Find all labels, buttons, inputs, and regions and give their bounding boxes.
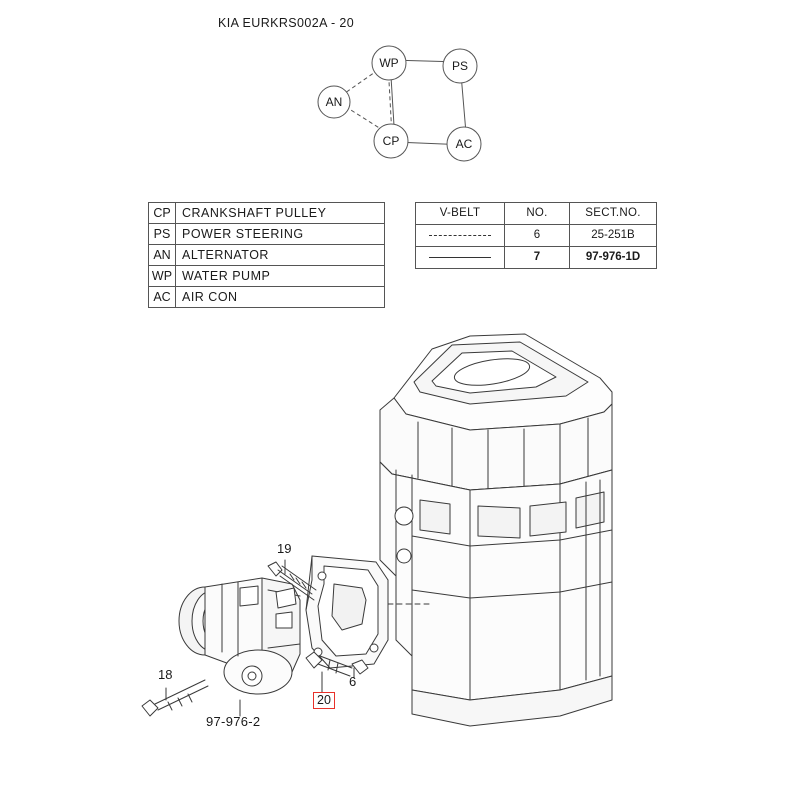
pulley-wp (372, 46, 406, 80)
vbelt-header-sect: SECT.NO. (570, 203, 657, 225)
legend-desc: ALTERNATOR (176, 245, 385, 266)
callout-19: 19 (277, 541, 292, 556)
vbelt-style-dashed (416, 225, 505, 247)
pulley-cp (374, 124, 408, 158)
vbelt-header-no: NO. (505, 203, 570, 225)
table-row (149, 266, 385, 287)
vbelt-sect: 97-976-1D (570, 247, 657, 269)
callout-6: 6 (349, 674, 357, 689)
legend-desc: AIR CON (176, 287, 385, 308)
callout-20-highlight[interactable]: 20 (313, 692, 335, 709)
vbelt-sect: 25-251B (570, 225, 657, 247)
pulley-ps (443, 49, 477, 83)
pulley-an-label: AN (325, 95, 343, 109)
pulley-legend-table (148, 202, 385, 308)
page-title: KIA EURKRS002A - 20 (218, 16, 355, 30)
pulley-an (318, 86, 350, 118)
legend-code: PS (149, 224, 176, 245)
engine-block (380, 334, 612, 726)
legend-desc: POWER STEERING (176, 224, 385, 245)
pulley-ac (447, 127, 481, 161)
ac-compressor (179, 578, 300, 694)
table-header-row (416, 203, 657, 225)
table-row (149, 203, 385, 224)
legend-code: WP (149, 266, 176, 287)
table-row (149, 224, 385, 245)
callout-18: 18 (158, 667, 173, 682)
pulley-ac-label: AC (455, 137, 473, 151)
legend-code: AN (149, 245, 176, 266)
table-row (416, 247, 657, 269)
legend-desc: WATER PUMP (176, 266, 385, 287)
legend-code: AC (149, 287, 176, 308)
bolt-6 (352, 660, 368, 674)
table-row (149, 287, 385, 308)
compressor-bracket (306, 556, 388, 668)
table-row (149, 245, 385, 266)
belt-routing-schematic (300, 38, 520, 178)
vbelt-header-belt: V-BELT (416, 203, 505, 225)
solid-line-sample (429, 257, 491, 258)
vbelt-style-solid (416, 247, 505, 269)
leader-lines (166, 560, 430, 716)
dashed-line-sample (429, 235, 491, 236)
table-row (416, 225, 657, 247)
part-number-label: 97-976-2 (206, 714, 261, 729)
pulley-ps-label: PS (451, 59, 469, 73)
legend-desc: CRANKSHAFT PULLEY (176, 203, 385, 224)
bolt-19 (268, 562, 316, 600)
pulley-cp-label: CP (382, 134, 400, 148)
vbelt-no: 6 (505, 225, 570, 247)
vbelt-no: 7 (505, 247, 570, 269)
pulley-wp-label: WP (379, 56, 399, 70)
bolt-20 (306, 652, 352, 676)
bolt-18 (142, 680, 208, 716)
legend-code: CP (149, 203, 176, 224)
vbelt-table (415, 202, 657, 269)
